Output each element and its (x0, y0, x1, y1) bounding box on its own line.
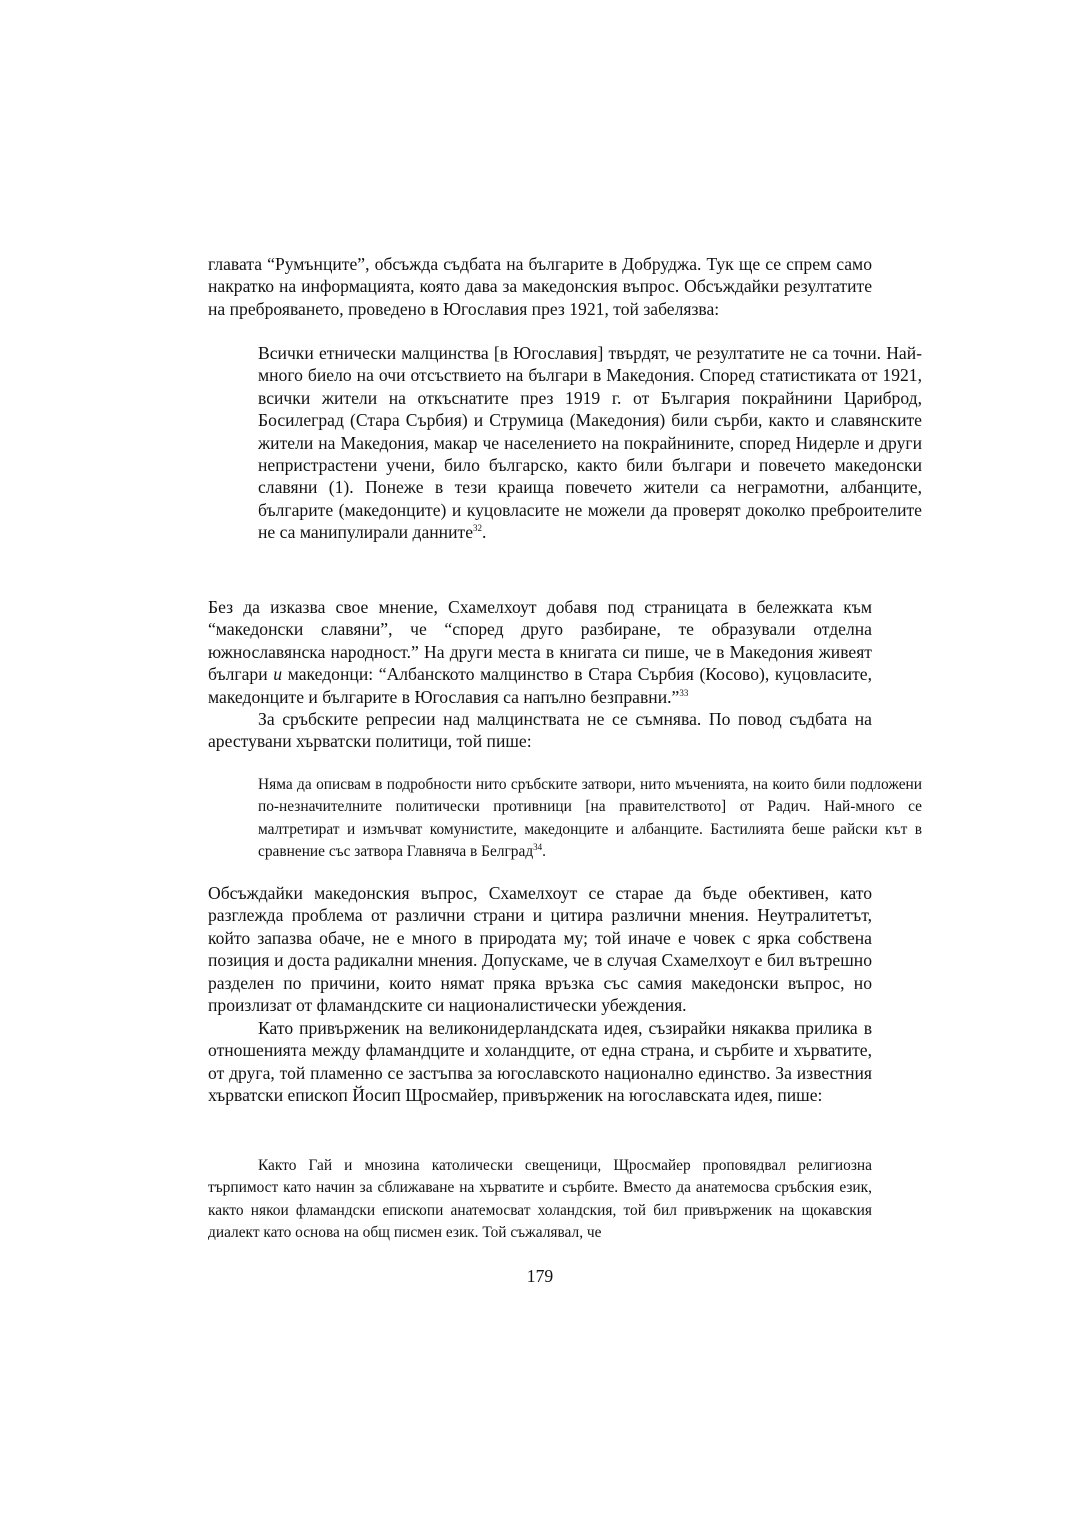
block-quote-prisons (208, 774, 922, 864)
footnote-marker-32: 32 (473, 523, 482, 534)
paragraph-yugoslav-unity: Като привърженик на великонидерландската идея, съзирайки някаква прилика в отношенията между фламандците и холандците, от една страна, и сърбите и хърватите, от друга, той пламенно се застъпва за югославското национално единство. За известния хърватски епископ Йосип Щросмайер, привърженик на югославската идея, пише: (208, 1018, 872, 1106)
paragraph-macedonian-slavs-part2: македонци: “Албанското малцинство в Стара Сърбия (Косово), куцовласите, македонците и българите в Югославия са напълно безправни.” (208, 664, 872, 707)
quote-prisons-end: . (542, 843, 547, 861)
quote-prisons-text: Няма да описвам в подробности нито сръбските затвори, нито мъченията, на които били подложени по-незначителните политически противници [на правителството] от Радич. Най-много се малтретират и измъчват комунистите, македонците и албанците. Бастилията беше райски кът в сравнение със затвора Главняча в Белград (258, 776, 922, 861)
paragraph-macedonian-slavs-italic: и (273, 664, 283, 685)
footnote-marker-34: 34 (533, 842, 543, 853)
paragraph-intro: главата “Румънците”, обсъжда съдбата на българите в Добруджа. Тук ще се спрем само накратко на информацията, която дава за македонския въпрос. Обсъждайки резултатите на преброяването, проведено в Югославия през 1921, той забелязва: (208, 254, 872, 319)
paragraph-macedonian-slavs-part1: Без да изказва свое мнение, Схамелхоут добавя под страницата в бележката към “македонски славяни”, че “според друго разбиране, те образували отделна южнославянска народност.” На други места в книгата си пише, че в Македония живеят българи (208, 597, 872, 685)
paragraph-objectivity: Обсъждайки македонския въпрос, Схамелхоут се старае да бъде обективен, като разглежда проблема от различни страни и цитира различни мнения. Неутралитетът, който запазва обаче, не е много в природата му; той иначе е човек с ярка собствена позиция и доста радикални мнения. Допускаме, че в случая Схамелхоут е бил вътрешно разделен по причини, които нямат пряка връзка със самия македонски въпрос, но произлизат от фламандските си националистически убеждения. (208, 883, 872, 1016)
paragraph-repressions: За сръбските репресии над малцинствата не се съмнява. По повод съдбата на арестувани хърватски политици, той пише: (208, 709, 872, 752)
quote-census-text: Всички етнически малцинства [в Югославия] твърдят, че резултатите не са точни. Най-много биело на очи отсъствието на българи в Македония. Според статистиката от 1921, всички жители на откъснатите през 1919 г. от България покрайнини Цариброд, Босилеград (Стара Сърбия) и Струмица (Македония) били сърби, както и славянските жители на Македония, макар че населението на покрайнините, според Нидерле и други непристрастени учени, било българско, както били българи и повечето македонски славяни (1). Понеже в тези краища повечето жители са неграмотни, албанците, българите (македонците) и куцовласите не можели да проверят доколко преброителите не са манипулирали данните (258, 343, 922, 543)
paragraph-macedonian-slavs (208, 596, 872, 708)
block-quote-census (208, 342, 922, 544)
quote-census-end: . (482, 522, 487, 543)
footnote-marker-33: 33 (679, 687, 689, 698)
block-quote-strossmayer: Както Гай и мнозина католически свещеници, Щросмайер проповядвал религиозна търпимост като начин за сближаване на хърватите и сърбите. Вместо да анатемосва сръбския език, както някои фламандски епископи анатемосват холандския, той бил привърженик на щокавския диалект като основа на общ писмен език. Той съжалявал, че (208, 1157, 872, 1242)
page-number: 179 (526, 1266, 554, 1286)
